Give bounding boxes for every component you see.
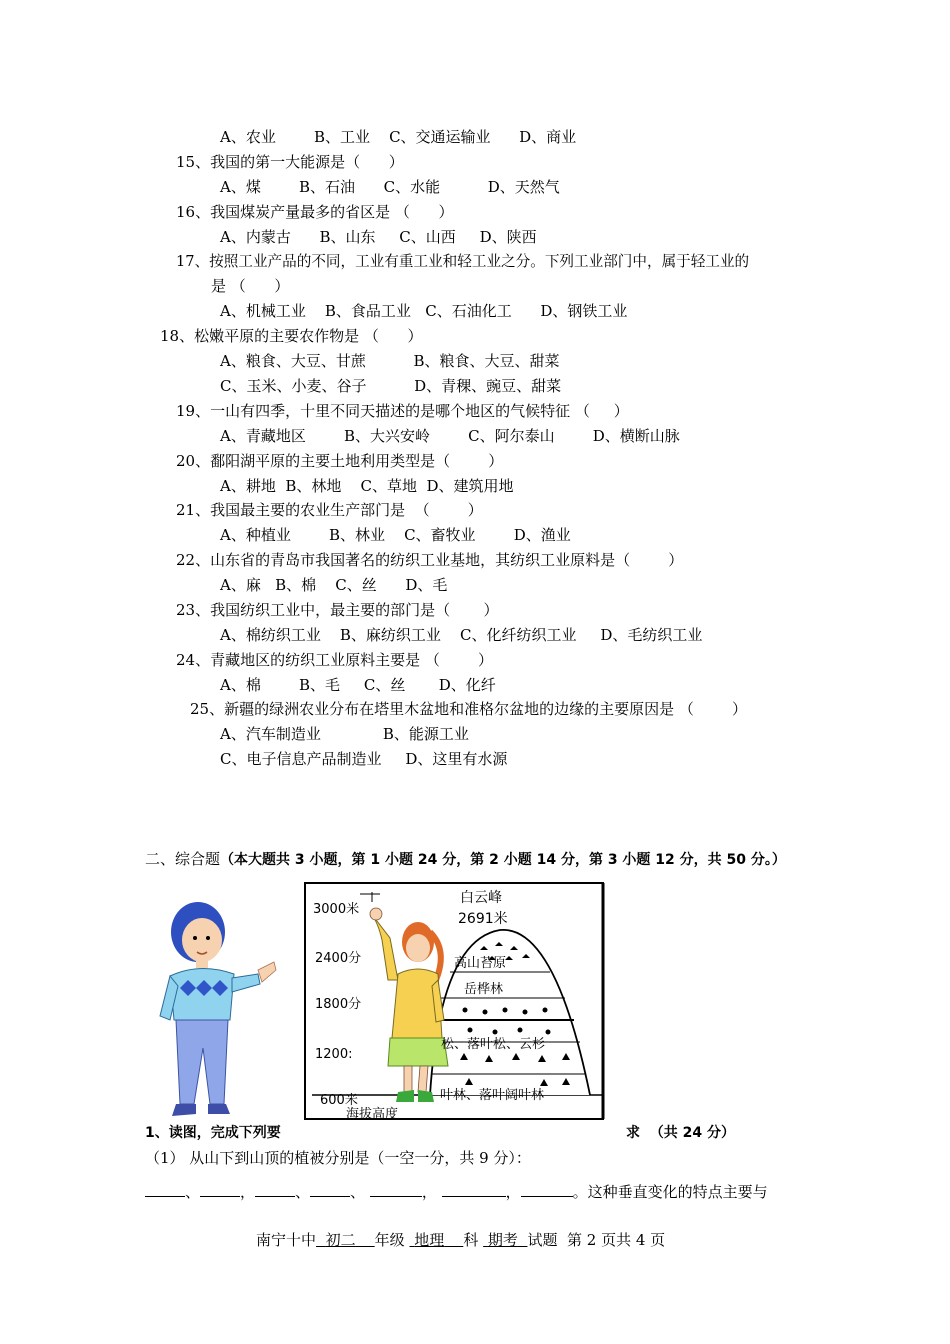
y-tick-600: 600米: [320, 1093, 358, 1108]
q16-text: 16、我国煤炭产量最多的省区是 （ ）: [176, 203, 454, 221]
q22-options: A、麻 B、棉 C、丝 D、毛: [220, 576, 448, 594]
q25-options: A、汽车制造业 B、能源工业: [220, 725, 469, 743]
boy-illustration: [150, 898, 280, 1120]
zone-label-birch: 岳桦林: [464, 982, 504, 997]
q18-options: A、粮食、大豆、甘蔗 B、粮食、大豆、甜菜: [220, 352, 560, 370]
q17-text-cont: 是 （ ）: [211, 277, 290, 295]
q1-sub1: （1） 从山下到山顶的植被分别是（一空一分，共 9 分）：: [145, 1149, 531, 1167]
q15-options: A、煤 B、石油 C、水能 D、天然气: [220, 178, 560, 196]
q1-text-right: 求 （共 24 分）: [626, 1125, 735, 1141]
q25-options-2: C、电子信息产品制造业 D、这里有水源: [220, 750, 508, 768]
peak-height: 2691米: [458, 911, 508, 927]
answer-blank-1[interactable]: [145, 1182, 185, 1197]
answer-blanks-row: 、 ， 、 、 ， ， 。这种垂直变化的特点主要与: [145, 1182, 768, 1202]
q24-options: A、棉 B、毛 C、丝 D、化纤: [220, 676, 496, 694]
q24-text: 24、青藏地区的纺织工业原料主要是 （ ）: [176, 651, 494, 669]
q23-options: A、棉纺织工业 B、麻纺织工业 C、化纤纺织工业 D、毛纺织工业: [220, 626, 703, 644]
section2-heading: [145, 849, 786, 870]
q15-text: 15、我国的第一大能源是（ ）: [176, 153, 404, 171]
zone-label-alpine-tundra: 高山苔原: [454, 956, 507, 971]
q23-text: 23、我国纺织工业中，最主要的部门是（ ）: [176, 601, 499, 619]
y-axis-title: 海拔高度: [346, 1107, 399, 1122]
q17-options: A、机械工业 B、食品工业 C、石油化工 D、钢铁工业: [220, 302, 628, 320]
answer-blank-4[interactable]: [310, 1182, 350, 1197]
page-footer: [256, 1230, 665, 1250]
zone-label-conifer: 松、落叶松、云杉: [441, 1037, 546, 1052]
answer-blank-5[interactable]: [370, 1182, 422, 1197]
zone-label-broadleaf: 叶林、落叶阔叶林: [440, 1088, 545, 1103]
footer-grade: 初二: [325, 1231, 356, 1249]
q19-options: A、青藏地区 B、大兴安岭 C、阿尔泰山 D、横断山脉: [220, 427, 680, 445]
answer-blank-7[interactable]: [521, 1182, 573, 1197]
footer-school: 南宁十中: [256, 1231, 317, 1249]
q17-text: 17、按照工业产品的不同，工业有重工业和轻工业之分。下列工业部门中，属于轻工业的: [176, 253, 750, 270]
q21-text: 21、我国最主要的农业生产部门是 （ ）: [176, 501, 483, 519]
answer-blank-3[interactable]: [255, 1182, 295, 1197]
y-axis-ticks: [313, 901, 361, 1108]
y-tick-1800: 1800分: [315, 997, 362, 1012]
q20-options: A、耕地 B、林地 C、草地 D、建筑用地: [220, 477, 514, 495]
blank-tail-text: 。这种垂直变化的特点主要与: [572, 1183, 768, 1201]
q21-options: A、种植业 B、林业 C、畜牧业 D、渔业: [220, 526, 571, 544]
section2-heading-prefix: 二、综合题: [145, 850, 221, 868]
answer-blank-6[interactable]: [442, 1182, 506, 1197]
q16-options: A、内蒙古 B、山东 C、山西 D、陕西: [220, 228, 537, 246]
q18-options-2: C、玉米、小麦、谷子 D、青稞、豌豆、甜菜: [220, 377, 562, 395]
q22-text: 22、山东省的青岛市我国著名的纺织工业基地，其纺织工业原料是（ ）: [176, 551, 684, 569]
section2-heading-detail: （本大题共 3 小题，第 1 小题 24 分，第 2 小题 14 分，第 3 小题 12 分，共 50 分。）: [220, 852, 786, 868]
y-tick-1200: 1200:: [315, 1047, 353, 1062]
footer-subject-suffix: 科: [463, 1231, 479, 1249]
footer-exam-suffix: 试题 第 2 页共 4 页: [527, 1231, 666, 1249]
answer-blank-2[interactable]: [200, 1182, 240, 1197]
peak-name: 白云峰: [460, 890, 502, 906]
q19-text: 19、一山有四季，十里不同天描述的是哪个地区的气候特征 （ ）: [176, 402, 629, 420]
y-tick-2400: 2400分: [315, 951, 362, 966]
q14-options: A、农业 B、工业 C、交通运输业 D、商业: [220, 128, 577, 146]
footer-subject: 地理: [414, 1231, 445, 1249]
q25-text: 25、新疆的绿洲农业分布在塔里木盆地和准格尔盆地的边缘的主要原因是 （ ）: [190, 700, 748, 718]
vegetation-zone-figure: [300, 880, 610, 1122]
q20-text: 20、鄱阳湖平原的主要土地利用类型是（ ）: [176, 452, 504, 470]
footer-exam: 期考: [487, 1231, 518, 1249]
footer-grade-suffix: 年级: [374, 1231, 405, 1249]
q1-text-left: 1、读图，完成下列要: [145, 1125, 281, 1141]
q18-text: 18、松嫩平原的主要农作物是 （ ）: [160, 327, 423, 345]
y-tick-3000: 3000米: [313, 902, 360, 917]
